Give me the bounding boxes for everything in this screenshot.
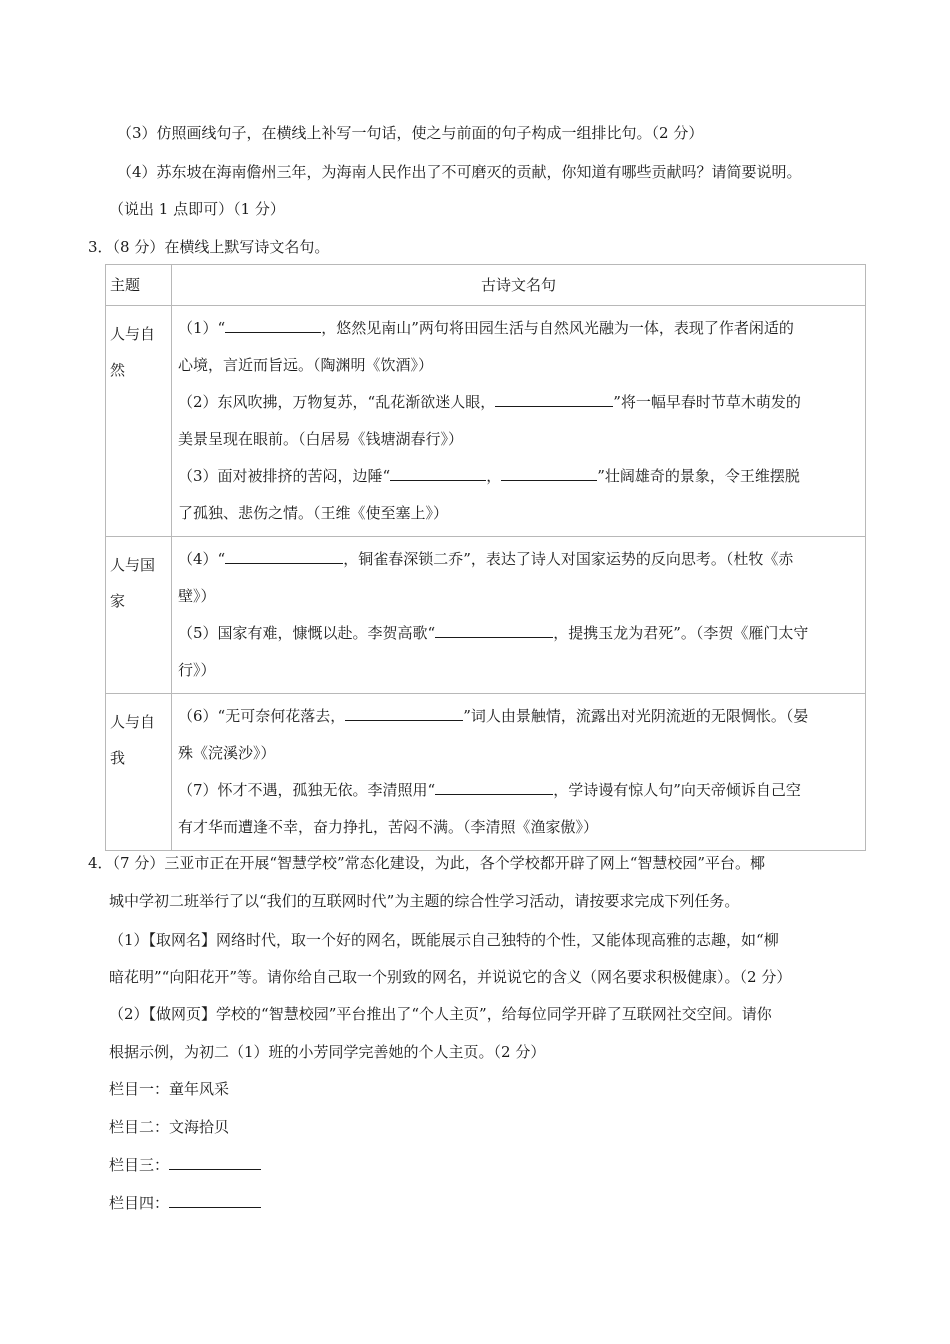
header-theme: 主题 [106, 265, 172, 306]
item-2-line1: （2）东风吹拂，万物复苏，“乱花渐欲迷人眼， ”将一幅早春时节草木萌发的 [178, 393, 801, 411]
q4-sub2-line2: 根据示例，为初二（1）班的小芳同学完善她的个人主页。（2 分） [109, 1043, 546, 1061]
theme-country: 人与国家 [106, 537, 172, 694]
item-2-line2: 美景呈现在眼前。（白居易《钱塘湖春行》） [178, 430, 464, 448]
column-3: 栏目三： [109, 1154, 261, 1175]
row-country [172, 537, 866, 694]
blank-column-4[interactable] [169, 1192, 261, 1208]
item-5-line2: 行》） [178, 661, 216, 679]
item-3-line2: 了孤独、悲伤之情。（王维《使至塞上》） [178, 504, 449, 522]
blank-5[interactable] [435, 622, 553, 638]
q2-sub4-line1: （4）苏东坡在海南儋州三年，为海南人民作出了不可磨灭的贡献，你知道有哪些贡献吗？请简要说明。 [117, 163, 802, 181]
q3-title: 3．（8 分）在横线上默写诗文名句。 [88, 238, 330, 256]
row-nature [172, 306, 866, 537]
item-4-line1: （4）“ ，铜雀春深锁二乔”，表达了诗人对国家运势的反向思考。（杜牧《赤 [178, 550, 794, 568]
blank-2[interactable] [495, 391, 613, 407]
q2-sub4-line2: （说出 1 点即可）（1 分） [109, 200, 285, 218]
blank-4[interactable] [225, 548, 343, 564]
row-self [172, 694, 866, 851]
theme-self: 人与自我 [106, 694, 172, 851]
q2-sub3: （3）仿照画线句子，在横线上补写一句话，使之与前面的句子构成一组排比句。（2 分） [117, 124, 704, 142]
q4-sub2-line1: （2）【做网页】学校的“智慧校园”平台推出了“个人主页”，给每位同学开辟了互联网社交空间。请你 [109, 1005, 772, 1023]
q4-sub1-line1: （1）【取网名】网络时代，取一个好的网名，既能展示自己独特的个性，又能体现高雅的志趣，如“柳 [109, 931, 779, 949]
blank-1[interactable] [225, 317, 321, 333]
blank-3b[interactable] [501, 465, 597, 481]
item-7-line1: （7）怀才不遇，孤独无依。李清照用“ ，学诗谩有惊人句”向天帝倾诉自己空 [178, 781, 801, 799]
poem-table [105, 264, 866, 851]
blank-6[interactable] [345, 705, 463, 721]
column-2: 栏目二：文海拾贝 [109, 1118, 230, 1136]
item-5-line1: （5）国家有难，慷慨以赴。李贺高歌“ ，提携玉龙为君死”。（李贺《雁门太守 [178, 624, 809, 642]
item-3-line1: （3）面对被排挤的苦闷，边陲“ ， ”壮阔雄奇的景象，令王维摆脱 [178, 467, 800, 485]
item-6-line1: （6）“无可奈何花落去， ”词人由景触情，流露出对光阴流逝的无限惆怅。（晏 [178, 707, 809, 725]
column-4: 栏目四： [109, 1192, 261, 1213]
q4-intro-line2: 城中学初二班举行了以“我们的互联网时代”为主题的综合性学习活动，请按要求完成下列任务。 [109, 892, 740, 910]
blank-7[interactable] [435, 779, 553, 795]
item-7-line2: 有才华而遭逢不幸，奋力挣扎，苦闷不满。（李清照《渔家傲》） [178, 818, 599, 836]
header-content: 古诗文名句 [172, 265, 866, 306]
theme-nature: 人与自然 [106, 306, 172, 537]
item-1-line2: 心境，言近而旨远。（陶渊明《饮酒》） [178, 356, 434, 374]
q4-intro-line1: 4．（7 分）三亚市正在开展“智慧学校”常态化建设，为此，各个学校都开辟了网上“智慧校园”平台。椰 [88, 854, 766, 872]
blank-column-3[interactable] [169, 1154, 261, 1170]
item-1-line1: （1）“ ，悠然见南山”两句将田园生活与自然风光融为一体，表现了作者闲适的 [178, 319, 794, 337]
blank-3a[interactable] [390, 465, 486, 481]
item-4-line2: 壁》） [178, 587, 216, 605]
column-1: 栏目一：童年风采 [109, 1080, 230, 1098]
item-6-line2: 殊《浣溪沙》） [178, 744, 276, 762]
q4-sub1-line2: 暗花明”“向阳花开”等。请你给自己取一个别致的网名，并说说它的含义（网名要求积极健康）。（2 分） [109, 968, 792, 986]
